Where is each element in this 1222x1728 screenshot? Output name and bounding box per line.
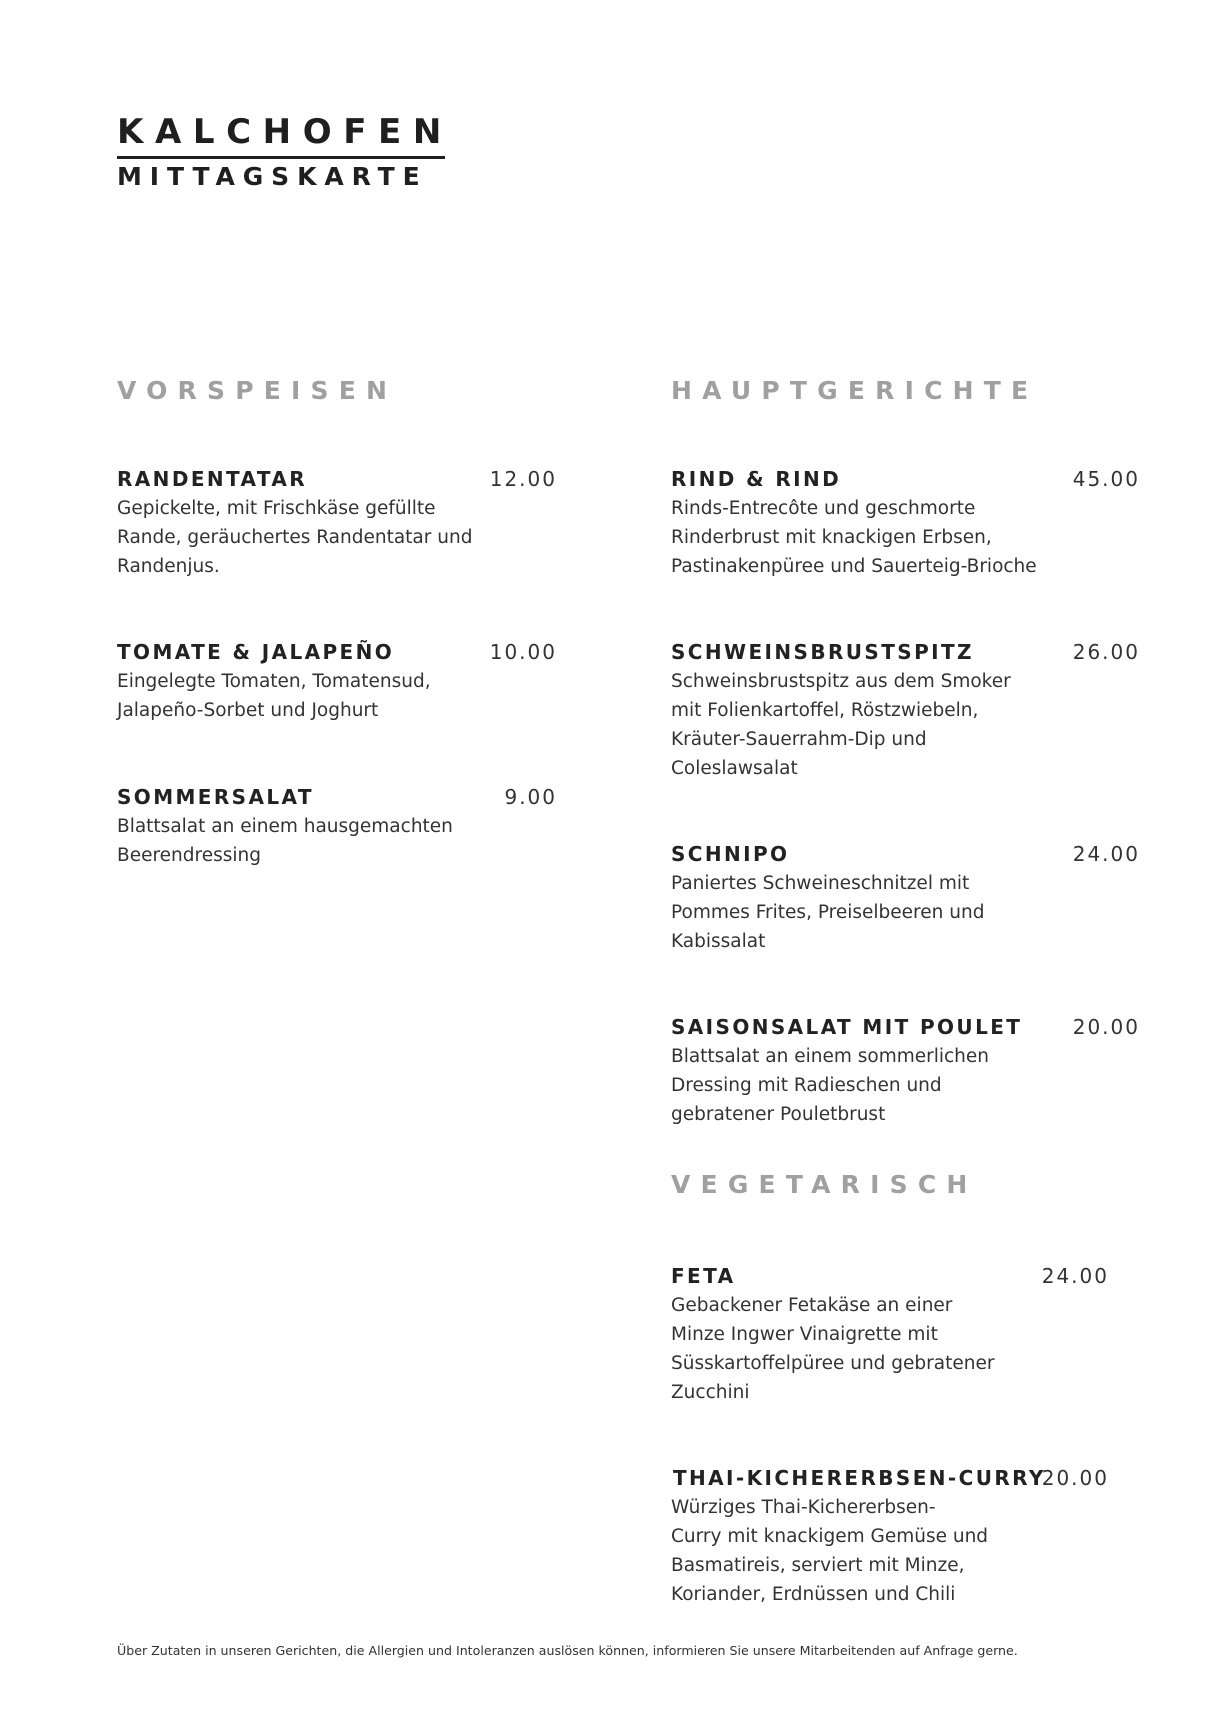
dish-price: 20.00 [1072, 1015, 1140, 1039]
dish-thai-kichererbsen-curry [671, 1464, 1109, 1609]
dish-price: 12.00 [489, 467, 557, 491]
dish-name: SCHNIPO [671, 842, 790, 866]
section-heading-vegetarisch: VEGETARISCH [671, 1170, 978, 1199]
dish-price: 24.00 [1041, 1264, 1109, 1288]
dish-description: Schweinsbrustspitz aus dem Smoker mit Folienkartoffel, Röstzwiebeln, Kräuter-Sauerrahm-Dip und Coleslawsalat [671, 671, 1011, 779]
dish-schnipo [671, 840, 1140, 956]
dish-name: RANDENTATAR [117, 467, 308, 491]
restaurant-logo [117, 112, 453, 193]
dish-name: RIND & RIND [671, 467, 842, 491]
dish-saisonsalat-mit-poulet [671, 1013, 1140, 1129]
logo-divider [117, 156, 445, 159]
dish-feta [671, 1262, 1109, 1407]
dish-name: SCHWEINSBRUSTSPITZ [671, 640, 974, 664]
dish-name: FETA [671, 1264, 736, 1288]
dish-name: SOMMERSALAT [117, 785, 314, 809]
dish-price: 24.00 [1072, 842, 1140, 866]
dish-schweinsbrustspitz [671, 638, 1140, 783]
section-heading-hauptgerichte: HAUPTGERICHTE [671, 376, 1039, 405]
dish-rind-und-rind [671, 465, 1140, 581]
dish-description: Blattsalat an einem sommerlichen Dressing mit Radieschen und gebratener Pouletbrust [671, 1046, 990, 1125]
dish-description: Paniertes Schweineschnitzel mit Pommes Frites, Preiselbeeren und Kabissalat [671, 873, 985, 952]
dish-description: Eingelegte Tomaten, Tomatensud, Jalapeño-Sorbet und Joghurt [117, 671, 431, 721]
dish-price: 20.00 [1041, 1466, 1109, 1490]
dish-description: Blattsalat an einem hausgemachten Beerendressing [117, 816, 453, 866]
dish-description: Würziges Thai-Kichererbsen- Curry mit knackigem Gemüse und Basmatireis, serviert mit Minze, Koriander, Erdnüssen und Chili [671, 1497, 989, 1605]
dish-tomate-jalapeno [117, 638, 557, 725]
dish-price: 9.00 [504, 785, 557, 809]
dish-description: Rinds-Entrecôte und geschmorte Rinderbrust mit knackigen Erbsen, Pastinakenpüree und Sauerteig-Brioche [671, 498, 1037, 577]
allergen-notice: Über Zutaten in unseren Gerichten, die Allergien und Intoleranzen auslösen können, informieren Sie unsere Mitarbeitenden auf Anfrage gerne. [117, 1643, 1018, 1658]
dish-price: 45.00 [1072, 467, 1140, 491]
dish-sommersalat [117, 783, 557, 870]
dish-name: SAISONSALAT MIT POULET [671, 1015, 1023, 1039]
dish-name: TOMATE & JALAPEÑO [117, 640, 395, 664]
dish-price: 26.00 [1072, 640, 1140, 664]
dish-description: Gepickelte, mit Frischkäse gefüllte Rande, geräuchertes Randentatar und Randenjus. [117, 498, 473, 577]
dish-name: THAI-KICHERERBSEN-CURRY [673, 1466, 1046, 1490]
dish-randentatar [117, 465, 557, 581]
dish-description: Gebackener Fetakäse an einer Minze Ingwer Vinaigrette mit Süsskartoffelpüree und gebratener Zucchini [671, 1295, 995, 1403]
section-heading-vorspeisen: VORSPEISEN [117, 376, 398, 405]
restaurant-name: KALCHOFEN [117, 112, 453, 152]
menu-title: MITTAGSKARTE [117, 162, 428, 191]
dish-price: 10.00 [489, 640, 557, 664]
